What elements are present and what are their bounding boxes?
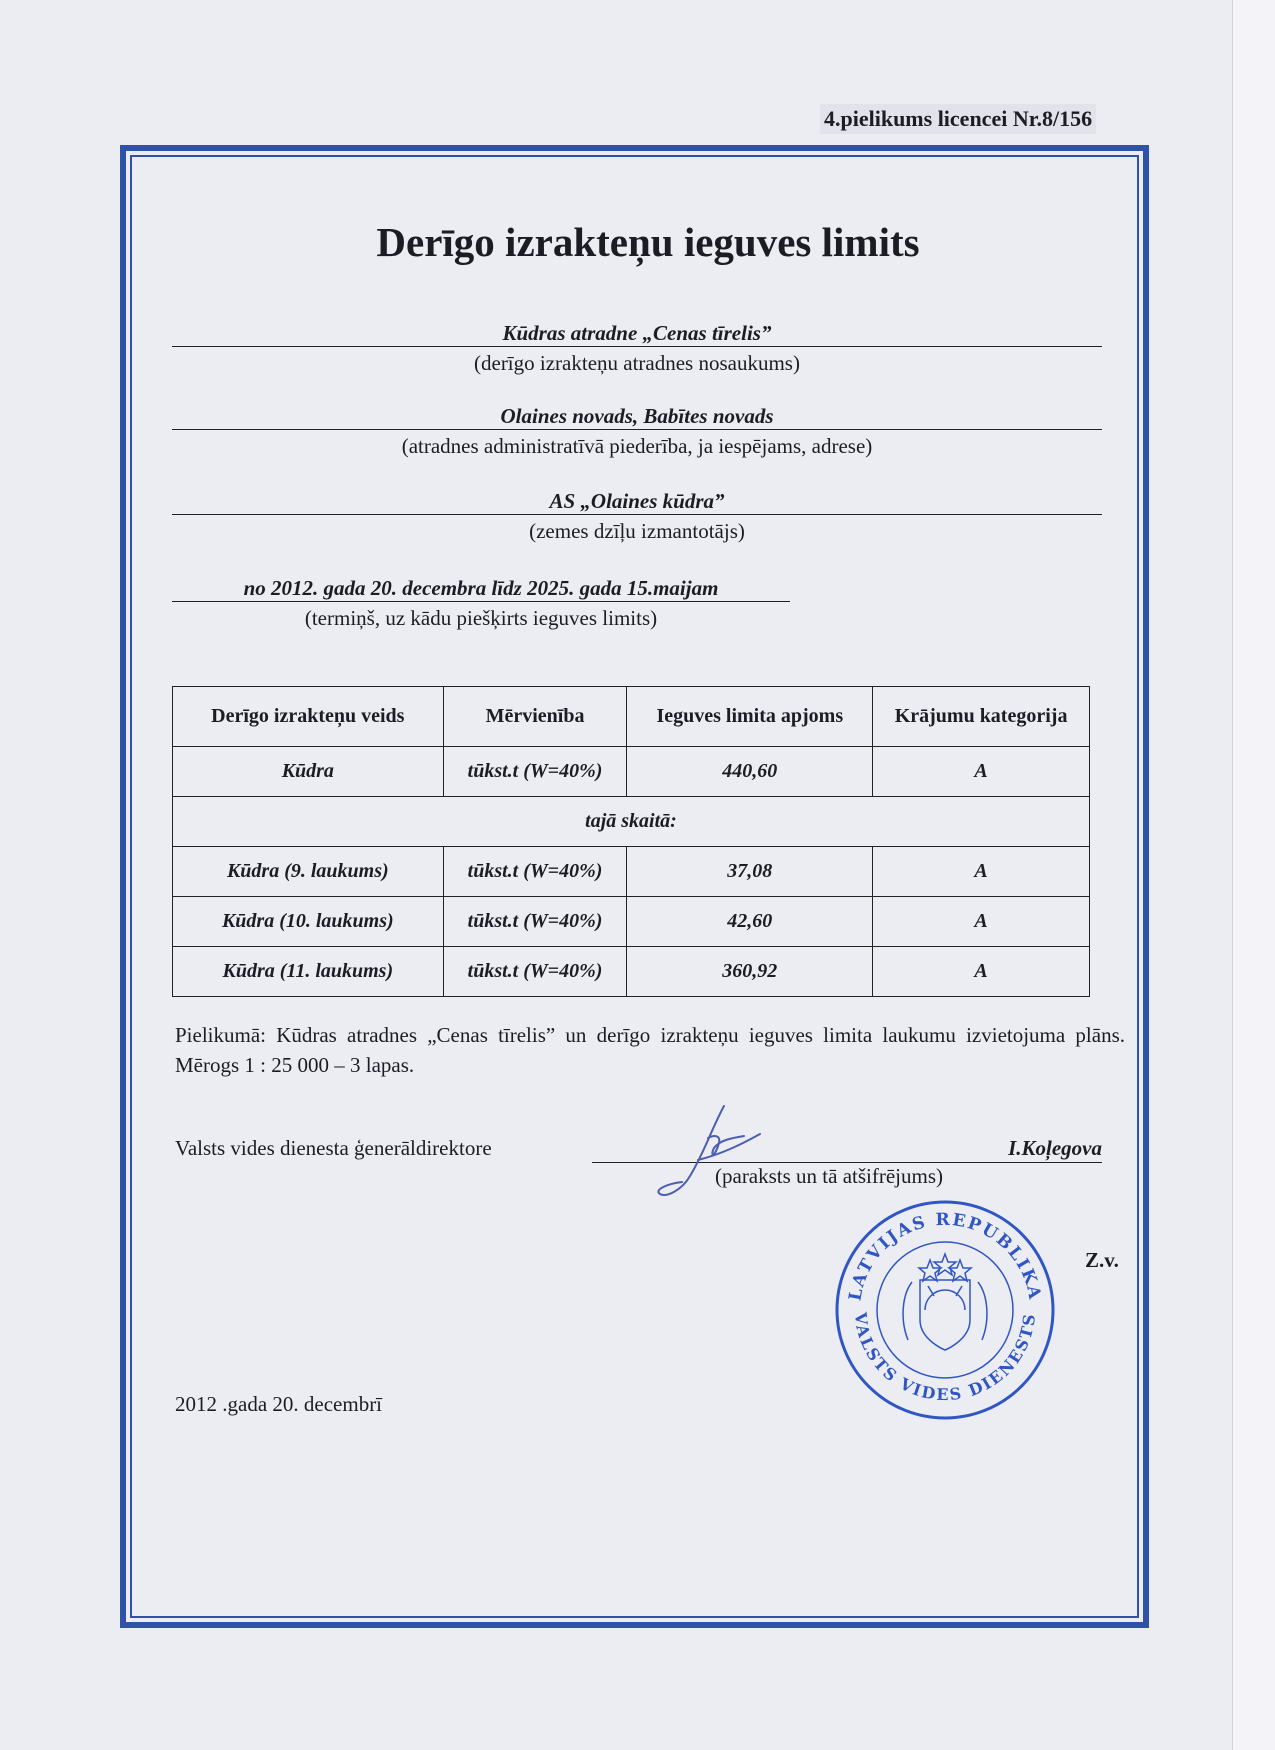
cell-amount: 440,60 <box>627 747 873 797</box>
seal-bottom-text: VALSTS VIDES DIENESTS <box>850 1311 1040 1405</box>
header-type: Derīgo izrakteņu veids <box>173 687 444 747</box>
cell-type: Kūdra (9. laukums) <box>173 847 444 897</box>
term-caption: (termiņš, uz kādu piešķirts ieguves limits) <box>304 606 658 630</box>
header-amount: Ieguves limita apjoms <box>627 687 873 747</box>
cell-category: A <box>873 847 1090 897</box>
annex-note: Pielikumā: Kūdras atradnes „Cenas tīrelis” un derīgo izrakteņu ieguves limita laukumu izvietojuma plāns. Mērogs 1 : 25 000 – 3 lapas. <box>175 1023 1125 1077</box>
user-value: AS „Olaines kūdra” <box>549 489 725 513</box>
annex-label: 4.pielikums licencei Nr.8/156 <box>820 104 1096 134</box>
table-row <box>173 747 1090 797</box>
location-caption: (atradnes administratīvā piederība, ja iespējams, adrese) <box>401 434 873 458</box>
cell-unit: tūkst.t (W=40%) <box>443 747 627 797</box>
cell-type: Kūdra <box>173 747 444 797</box>
cell-type: Kūdra (10. laukums) <box>173 897 444 947</box>
header-category: Krājumu kategorija <box>873 687 1090 747</box>
deposit-caption: (derīgo izrakteņu atradnes nosaukums) <box>474 351 800 375</box>
cell-amount: 42,60 <box>627 897 873 947</box>
cell-type: Kūdra (11. laukums) <box>173 947 444 997</box>
cell-amount: 360,92 <box>627 947 873 997</box>
deposit-name: Kūdras atradne „Cenas tīrelis” <box>502 321 772 345</box>
stamp-mark: Z.v. <box>1085 1248 1119 1272</box>
signature-caption: (paraksts un tā atšifrējums) <box>715 1164 944 1188</box>
location-value: Olaines novads, Babītes novads <box>500 404 774 428</box>
document-title: Derīgo izrakteņu ieguves limits <box>376 219 920 265</box>
cell-amount: 37,08 <box>627 847 873 897</box>
user-field <box>172 488 1102 544</box>
handwritten-signature <box>652 1098 802 1218</box>
signer-name: I.Koļegova <box>1008 1136 1102 1160</box>
svg-text:LATVIJAS REPUBLIKA <box>845 1210 1044 1303</box>
cell-unit: tūkst.t (W=40%) <box>443 897 627 947</box>
term-value: no 2012. gada 20. decembra līdz 2025. gada 15.maijam <box>243 576 719 600</box>
user-rule <box>172 514 1102 515</box>
deposit-field <box>172 320 1102 376</box>
subtotal-label: tajā skaitā: <box>173 797 1090 847</box>
location-rule <box>172 429 1102 430</box>
deposit-rule <box>172 346 1102 347</box>
coat-of-arms-icon <box>903 1254 987 1350</box>
table-header-row <box>173 687 1090 747</box>
header-unit: Mērvienība <box>443 687 627 747</box>
seal-top-text: LATVIJAS REPUBLIKA <box>845 1209 1045 1303</box>
cell-category: A <box>873 897 1090 947</box>
page-edge <box>1232 0 1275 1750</box>
cell-unit: tūkst.t (W=40%) <box>443 847 627 897</box>
cell-unit: tūkst.t (W=40%) <box>443 947 627 997</box>
table-row <box>173 847 1090 897</box>
limits-table <box>172 686 1090 997</box>
table-row <box>173 947 1090 997</box>
table-subtotal-row <box>173 797 1090 847</box>
signer-role: Valsts vides dienesta ģenerāldirektore <box>175 1136 492 1160</box>
user-caption: (zemes dzīļu izmantotājs) <box>529 519 745 543</box>
table-row <box>173 897 1090 947</box>
term-rule <box>172 601 790 602</box>
cell-category: A <box>873 747 1090 797</box>
document-date: 2012 .gada 20. decembrī <box>175 1392 383 1416</box>
official-seal <box>830 1190 1060 1420</box>
cell-category: A <box>873 947 1090 997</box>
term-field <box>172 575 790 631</box>
location-field <box>172 403 1102 459</box>
